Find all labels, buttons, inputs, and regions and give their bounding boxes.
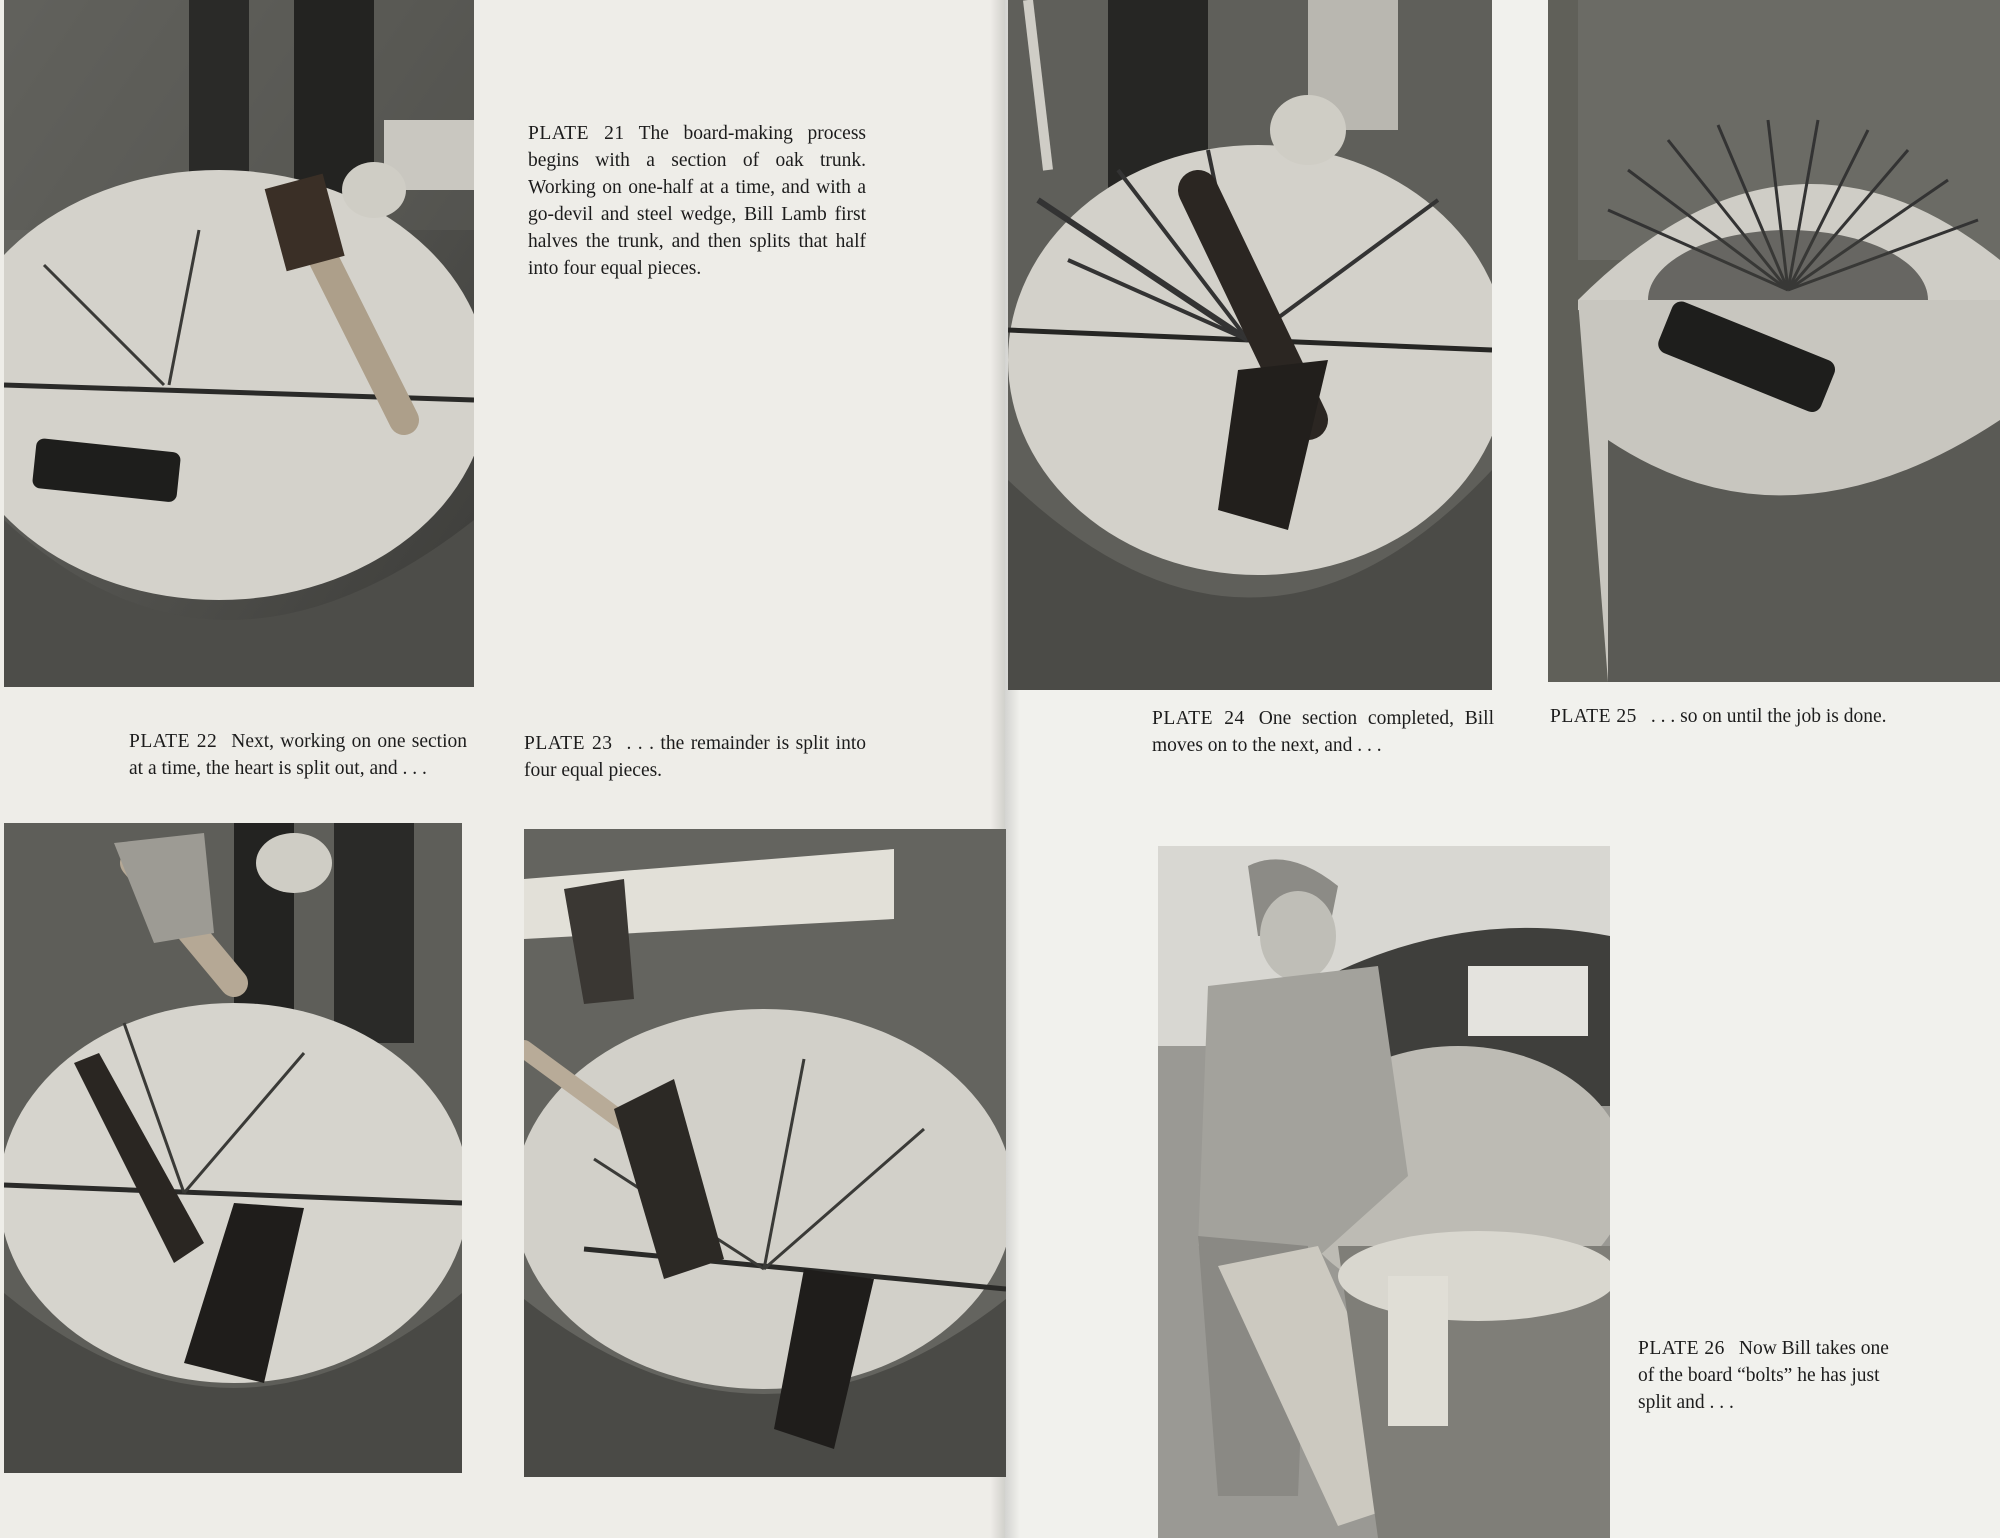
plate21-number: PLATE 21: [528, 123, 625, 144]
plate23-photo: [524, 829, 1006, 1477]
plate24-caption: [1152, 705, 1494, 759]
plate25-number: PLATE 25: [1550, 706, 1637, 727]
plate24-photo: [1008, 0, 1492, 690]
plate23-caption: [524, 730, 866, 784]
plate22-caption: [129, 728, 467, 782]
plate24-text: One section completed, Bill moves on to the next, and . . .: [1152, 708, 1494, 756]
plate26-text: Now Bill takes one of the board “bolts” he has just split and . . .: [1638, 1338, 1889, 1413]
plate22-text: Next, working on one section at a time, the heart is split out, and . . .: [129, 731, 467, 779]
plate25-photo: [1548, 0, 2000, 682]
plate21-caption: [528, 120, 866, 282]
plate26-photo: [1158, 846, 1610, 1538]
plate25-text: . . . so on until the job is done.: [1650, 706, 1887, 727]
plate24-number: PLATE 24: [1152, 708, 1245, 729]
plate26-number: PLATE 26: [1638, 1338, 1725, 1359]
plate23-text: . . . the remainder is split into four equal pieces.: [524, 733, 867, 781]
plate22-photo: [4, 823, 462, 1473]
plate25-caption: [1550, 703, 1896, 730]
plate26-caption: [1638, 1335, 1896, 1416]
plate21-photo: [4, 0, 474, 687]
plate23-number: PLATE 23: [524, 733, 613, 754]
plate22-number: PLATE 22: [129, 731, 218, 752]
plate21-text: The board-making process begins with a section of oak trunk. Working on one-half at a time, and with a go-devil and steel wedge, Bill Lamb first halves the trunk, and then splits that half into four equal pieces.: [528, 123, 866, 279]
